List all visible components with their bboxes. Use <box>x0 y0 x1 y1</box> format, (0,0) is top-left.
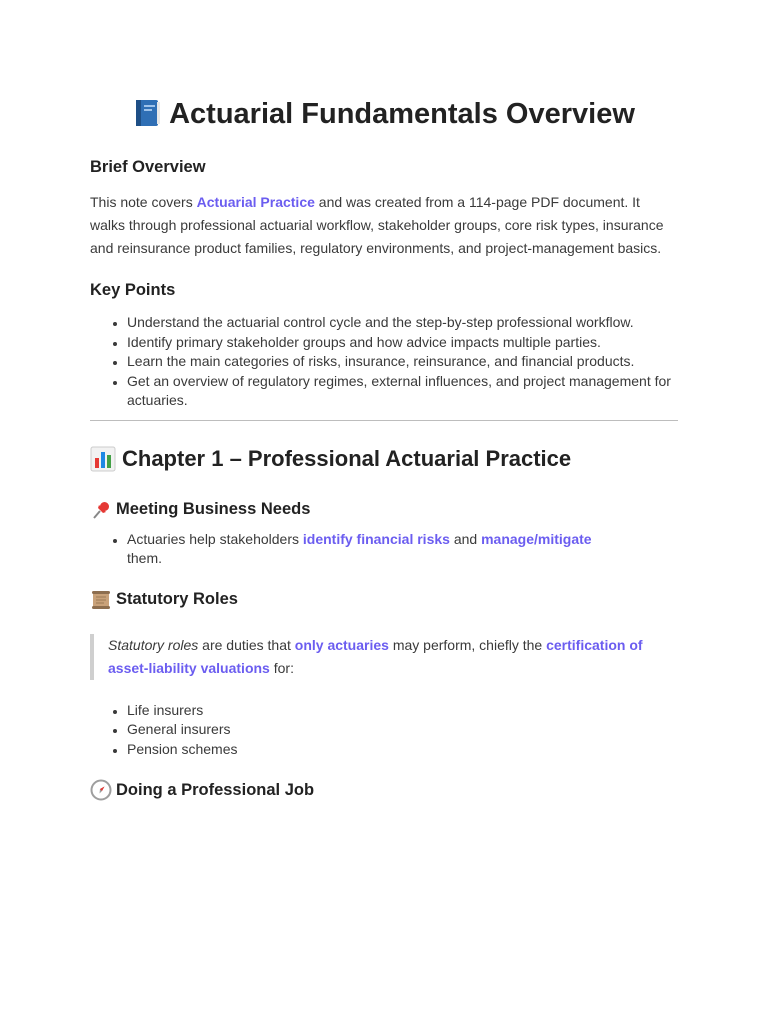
quote-mid: may perform, chiefly the <box>388 636 547 653</box>
key-points-list <box>90 313 678 411</box>
chapter-heading <box>90 446 678 472</box>
list-item: • General insurers <box>127 720 678 740</box>
statutory-roles-em: Statutory roles <box>108 636 199 653</box>
statutory-roles-heading-text: Statutory Roles <box>116 590 238 608</box>
chapter-heading-text: Chapter 1 – Professional Actuarial Practice <box>122 445 572 471</box>
identify-risks-link[interactable]: identify financial risks <box>302 530 450 547</box>
only-actuaries-link[interactable]: only actuaries <box>294 636 389 653</box>
meeting-needs-mid: and <box>449 530 482 547</box>
brief-overview-text <box>90 191 678 260</box>
list-item: • Pension schemes <box>127 740 678 760</box>
meeting-needs-pre: Actuaries help stakeholders <box>127 530 303 547</box>
statutory-roles-list <box>90 701 678 760</box>
quote-post: for: <box>269 659 294 676</box>
section-divider <box>90 420 678 421</box>
list-item: • Learn the main categories of risks, insurance, reinsurance, and financial products. <box>127 352 678 372</box>
certification-link[interactable]: certification of asset-liability valuations <box>108 636 643 676</box>
compass-icon <box>90 779 112 801</box>
bar-chart-icon <box>90 446 116 472</box>
statutory-roles-quote <box>90 634 678 680</box>
note-content <box>90 90 678 801</box>
brief-overview-heading: Brief Overview <box>90 158 206 176</box>
page-title <box>90 90 678 138</box>
page-title-text: Actuarial Fundamentals Overview <box>169 98 635 130</box>
brief-overview-post: and was created from a 114-page PDF document. It walks through professional actuarial workflow, stakeholder groups, core risk types, insurance and reinsurance product families, regulatory environments, and project-management basics. <box>90 194 664 256</box>
quote-pre: are duties that <box>198 636 295 653</box>
manage-mitigate-link[interactable]: manage/mitigate <box>481 530 592 547</box>
list-item: • Understand the actuarial control cycle and the step-by-step professional workflow. <box>127 313 678 333</box>
list-item: • Identify primary stakeholder groups and how advice impacts multiple parties. <box>127 333 678 353</box>
professional-job-heading-text: Doing a Professional Job <box>116 780 315 799</box>
list-item: • Get an overview of regulatory regimes, external influences, and project management for actuaries. <box>127 372 678 411</box>
statutory-roles-heading <box>90 589 678 611</box>
pushpin-icon <box>90 499 112 521</box>
meeting-needs-heading <box>90 499 678 521</box>
blue-book-icon <box>133 98 163 128</box>
meeting-needs-list <box>90 530 678 569</box>
key-points-heading: Key Points <box>90 281 176 299</box>
professional-job-heading <box>90 779 678 801</box>
scroll-icon <box>90 589 112 611</box>
meeting-needs-heading-text: Meeting Business Needs <box>116 500 311 518</box>
actuarial-practice-link[interactable]: Actuarial Practice <box>196 194 315 210</box>
meeting-needs-post: them. <box>127 550 163 566</box>
brief-overview-pre: This note covers <box>90 194 197 210</box>
list-item <box>127 530 678 569</box>
list-item: • Life insurers <box>127 701 678 721</box>
